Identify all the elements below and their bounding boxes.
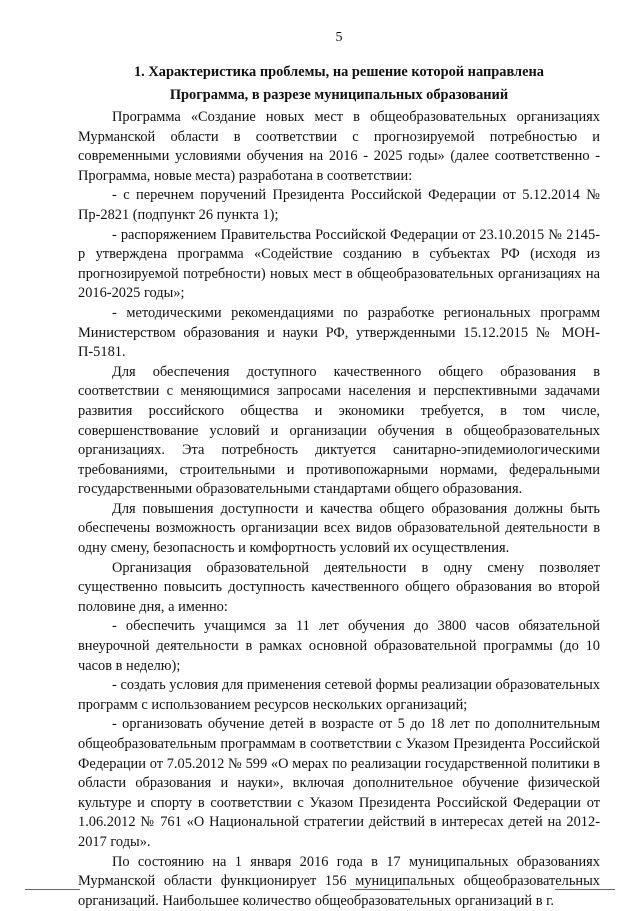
section-heading-line-1: 1. Характеристика проблемы, на решение которой направлена	[133, 64, 545, 80]
paragraph-2: - с перечнем поручений Президента Российской Федерации от 5.12.2014 № Пр-2821 (подпункт 26 пункта 1);	[78, 187, 600, 223]
section-heading-line-2: Программа, в разрезе муниципальных образований	[169, 87, 509, 103]
footer-rule-left	[25, 889, 80, 890]
footer-rule-right	[555, 889, 615, 890]
paragraph-5: Для обеспечения доступного качественного общего образования в соответствии с меняющимися запросами населения и перспективными задачами развития российского общества и экономики требуется, в том числе, совершенствование условий и организации обучения в общеобразовательных организациях. Эта потребность диктуется санитарно-эпидемиологическими требованиями, строительными и противопожарными нормами, федеральными государственными образовательными стандартами общего образования.	[78, 363, 600, 498]
paragraph-11: По состоянию на 1 января 2016 года в 17 муниципальных образованиях Мурманской области функционирует 156 муниципальных общеобразовательных организаций. Наибольшее количество общеобразовательных организаций в г.	[78, 853, 600, 909]
paragraph-9: - создать условия для применения сетевой формы реализации образовательных программ с использованием ресурсов нескольких организаций;	[78, 677, 600, 713]
paragraph-10: - организовать обучение детей в возрасте от 5 до 18 лет по дополнительным общеобразовательным программам в соответствии с Указом Президента Российской Федерации от 7.05.2012 № 599 «О мерах по реализации государственной политики в области образования и науки», включая дополнительное обучение физической культуре и спорту в соответствии с Указом Президента Российской Федерации от 1.06.2012 № 761 «О Национальной стратегии действий в интересах детей на 2012-2017 годы».	[78, 716, 600, 850]
paragraph-4: - методическими рекомендациями по разработке региональных программ Министерством образования и науки РФ, утвержденными 15.12.2015 № МОН-П-5181.	[78, 304, 600, 361]
page-number: 5	[335, 30, 343, 45]
paragraph-8: - обеспечить учащимся за 11 лет обучения до 3800 часов обязательной внеурочной деятельности в рамках основной образовательной программы (до 10 часов в неделю);	[78, 618, 600, 674]
paragraph-6: Для повышения доступности и качества общего образования должны быть обеспечены возможность организации всех видов образовательной деятельности в одну смену, безопасность и комфортность условий их осуществления.	[78, 500, 600, 557]
paragraph-3: - распоряжением Правительства Российской Федерации от 23.10.2015 № 2145-р утверждена программа «Содействие созданию в субъектах РФ (исходя из прогнозируемой потребности) новых мест в общеобразовательных организациях на 2016-2025 годы»;	[78, 226, 600, 302]
paragraph-1: Программа «Создание новых мест в общеобразовательных организациях Мурманской области в соответствии с прогнозируемой потребностью и современными условиями обучения на 2016 - 2025 годы» (далее соответственно - Программа, новые места) разработана в соответствии:	[78, 109, 600, 184]
footer-rules	[0, 875, 640, 905]
paragraph-7: Организация образовательной деятельности в одну смену позволяет существенно повысить доступность качественного общего образования во второй половине дня, а именно:	[78, 559, 600, 615]
footer-rule-center	[350, 889, 410, 890]
